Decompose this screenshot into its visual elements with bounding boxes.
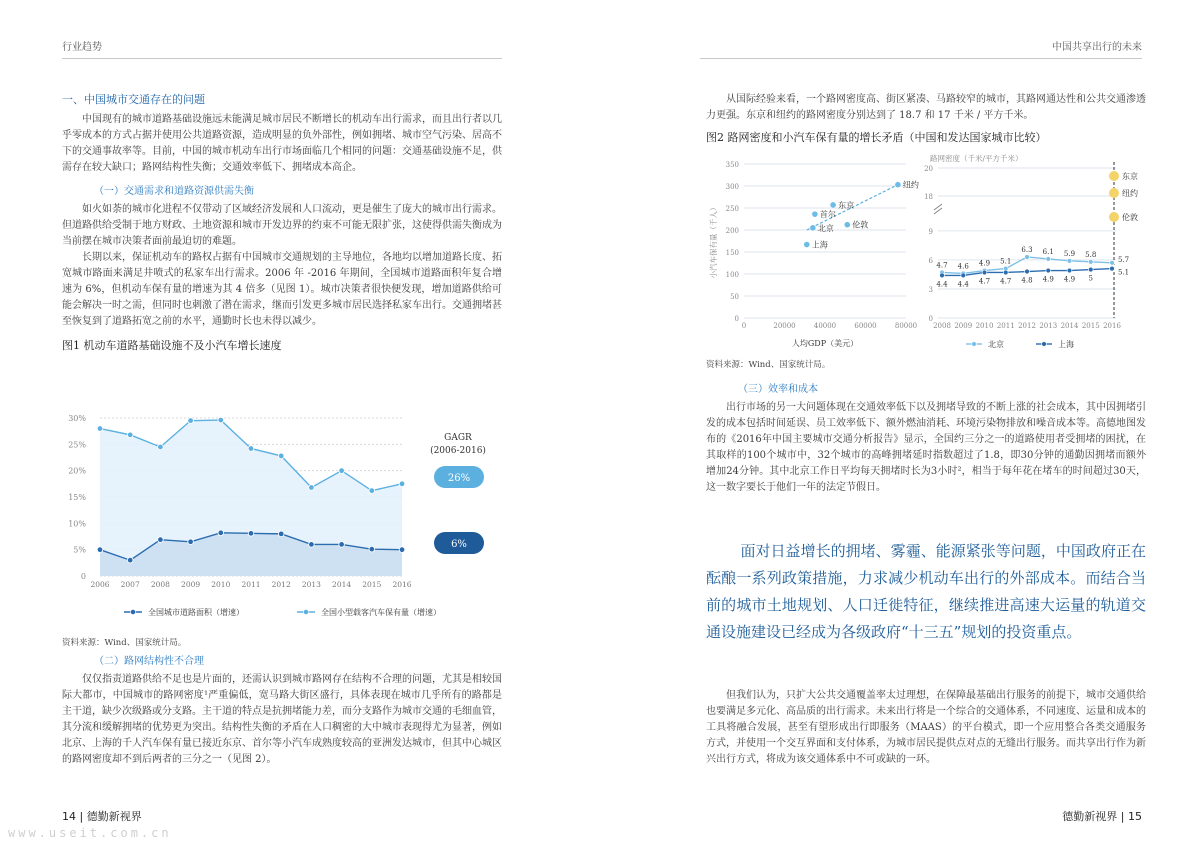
data-point: [1110, 260, 1115, 265]
legend-marker: [972, 342, 977, 347]
point-label: 东京: [838, 200, 855, 210]
benchmark-marker: [1109, 188, 1119, 198]
header-rule-left: [62, 58, 502, 59]
x-tick-label: 2012: [271, 580, 291, 589]
legend-label: 全国城市道路面积（增速）: [148, 608, 244, 617]
data-point: [399, 547, 405, 553]
data-point: [895, 182, 901, 188]
data-point: [188, 418, 194, 424]
data-point: [278, 453, 284, 459]
divider: |: [76, 810, 87, 823]
data-label: 4.9: [1063, 275, 1076, 284]
x-tick-label: 2007: [120, 580, 140, 589]
x-tick-label: 2008: [150, 580, 170, 589]
x-tick-label: 60000: [854, 322, 877, 330]
x-tick-label: 2013: [301, 580, 321, 589]
y-tick-label: 0: [928, 315, 933, 323]
x-tick-label: 2013: [1039, 322, 1058, 330]
data-point: [810, 225, 816, 231]
data-label: 6.1: [1042, 247, 1054, 256]
point-label: 北京: [817, 223, 834, 233]
data-point: [339, 542, 345, 548]
data-point: [1088, 267, 1093, 272]
data-point: [248, 531, 254, 537]
legend-label: 北京: [988, 340, 1004, 349]
right-column-mid: [706, 382, 1146, 496]
data-label: 5.1: [1000, 257, 1012, 266]
data-point: [188, 539, 194, 545]
data-point: [158, 537, 164, 543]
figure-2-title: 图2 路网密度和小汽车保有量的增长矛盾（中国和发达国家城市比较）: [706, 131, 1047, 144]
y-tick-label: 3: [928, 285, 933, 294]
x-tick-label: 2015: [1081, 322, 1100, 330]
legend-marker: [130, 609, 135, 614]
y-tick-label: 30%: [68, 414, 86, 423]
header-right: 中国共享出行的未来: [1052, 42, 1142, 53]
x-tick-label: 2009: [181, 580, 201, 589]
legend-marker: [303, 609, 308, 614]
data-point: [1025, 255, 1030, 260]
data-point: [1046, 268, 1051, 273]
paragraph: 如火如荼的城市化进程不仅带动了区域经济发展和人口流动，更是催生了庞大的城市出行需求。但道路供给受制于地方财政、土地资源和城市开发边界的约束不可能无限扩张，这使得供需失衡成为当前摆在城市决策者面前最迫切的难题。: [62, 204, 502, 247]
publication-name: 德勤新视界: [86, 810, 142, 823]
data-point: [309, 542, 315, 548]
data-point: [812, 211, 818, 217]
y-tick-label: 25%: [68, 440, 86, 450]
data-label: 5: [1088, 274, 1093, 283]
data-point: [982, 270, 987, 275]
page-number: 15: [1128, 810, 1142, 823]
benchmark-label: 伦敦: [1122, 213, 1138, 222]
data-label: 4.8: [1021, 276, 1033, 285]
y-axis-title: 路网密度（千米/平方千米）: [930, 154, 1023, 163]
gagr-title: GAGR: [444, 433, 472, 443]
footer-left: [62, 808, 142, 824]
y-tick-label: 18: [924, 193, 933, 201]
y-tick-label: 300: [725, 183, 739, 191]
right-column: [706, 92, 1146, 150]
x-tick-label: 2015: [362, 580, 382, 589]
data-point: [1088, 259, 1093, 264]
legend-label: 全国小型载客汽车保有量（增速）: [321, 608, 441, 617]
x-tick-label: 2016: [1103, 322, 1121, 330]
data-point: [1025, 269, 1030, 274]
data-point: [961, 273, 966, 278]
gagr-period: (2006-2016): [430, 446, 486, 456]
legend-label: 上海: [1058, 340, 1074, 349]
data-label: 4.9: [978, 259, 991, 268]
x-tick-label: 2014: [332, 580, 352, 589]
header-rule-right: [700, 58, 1142, 59]
x-tick-label: 2008: [933, 322, 951, 330]
data-label: 4.7: [978, 277, 991, 286]
data-label: 5.9: [1063, 249, 1076, 258]
data-label: 4.6: [957, 262, 969, 271]
figure-2-chart: [706, 148, 1146, 358]
y-tick-label: 20: [924, 165, 933, 173]
right-column-lower: [706, 688, 1146, 768]
data-point: [218, 530, 224, 536]
y-tick-label: 100: [725, 271, 739, 279]
gagr-value-car: 26%: [447, 473, 471, 484]
data-point: [1067, 268, 1072, 273]
data-point: [1003, 270, 1008, 275]
y-tick-label: 150: [725, 249, 739, 257]
pull-quote: 面对日益增长的拥堵、雾霾、能源紧张等问题，中国政府正在酝酿一系列政策措施，力求减少机动车出行的外部成本。而结合当前的城市土地规划、人口迁徙特征，继续推进高速大运量的轨道交通设施建设已经成为各级政府“十三五”规划的投资重点。: [706, 542, 1146, 641]
x-tick-label: 2006: [90, 580, 110, 589]
figure-1-chart: [62, 404, 502, 634]
x-tick-label: 2014: [1060, 322, 1079, 330]
y-tick-label: 350: [725, 161, 739, 169]
data-label: 4.9: [1042, 275, 1054, 284]
data-point: [127, 432, 133, 438]
data-point: [158, 444, 164, 450]
data-label: 4.7: [1000, 277, 1012, 286]
x-tick-label: 2016: [392, 580, 412, 589]
paragraph: 长期以来，保证机动车的路权占据有中国城市交通规划的主导地位，各地均以增加道路长度、拓宽城市路面来满足井喷式的私家车出行需求。2006 年 -2016 年期间，全国城市道路面积年复合增速为 6%，但机动车保有量的增速为其 4 倍多（见图 1）。城市决策者很快便发现，增加道路供给可能会解决一时之需，但同时也刺激了潜在需求，继而引发更多城市居民选择私家车出行。交通拥堵甚至恢复到了道路拓宽之前的水平，通勤时长也未得以减少。: [62, 252, 502, 327]
subsection-heading: （一）交通需求和道路资源供需失衡: [94, 186, 254, 197]
footer-right: [1062, 808, 1142, 824]
y-tick-label: 5%: [73, 545, 86, 555]
benchmark-label: 纽约: [1122, 189, 1138, 198]
divider: |: [1117, 810, 1128, 823]
y-tick-label: 10%: [68, 519, 86, 529]
data-point: [127, 557, 133, 563]
data-point: [369, 488, 375, 494]
y-tick-label: 9: [928, 227, 933, 236]
y-axis-title: 小汽车保有量（千人）: [709, 203, 718, 279]
y-tick-label: 20%: [68, 466, 86, 476]
figure-2-source: 资料来源：Wind、国家统计局。: [706, 360, 831, 370]
data-label: 4.4: [936, 280, 948, 289]
benchmark-label: 东京: [1122, 172, 1138, 181]
x-tick-label: 2010: [211, 580, 231, 589]
data-label: 5.1: [1118, 268, 1130, 277]
y-tick-label: 0: [734, 315, 739, 323]
data-label: 4.4: [957, 280, 969, 289]
x-tick-label: 2010: [975, 322, 994, 330]
data-point: [830, 202, 836, 208]
x-tick-label: 2012: [1018, 322, 1036, 330]
data-point: [804, 242, 810, 248]
data-label: 4.7: [936, 261, 948, 270]
figure-1-source: 资料来源：Wind、国家统计局。: [62, 638, 187, 648]
paragraph: 中国现有的城市道路基础设施远未能满足城市居民不断增长的机动车出行需求，而且出行者以几乎零成本的方式占据并使用公共道路资源，造成明显的负外部性，例如拥堵、城市空气污染、居高不下的交通事故率等。目前，中国的城市机动车出行市场面临几个相同的问题：交通基础设施不足，供需存在较大缺口；路网结构性失衡；交通效率低下、拥堵成本高企。: [62, 114, 502, 173]
point-label: 伦敦: [852, 220, 869, 230]
y-tick-label: 6: [928, 256, 933, 265]
data-point: [309, 485, 315, 491]
data-label: 6.3: [1021, 245, 1033, 254]
y-tick-label: 200: [725, 227, 739, 235]
point-label: 首尔: [819, 210, 836, 220]
left-column-lower: [62, 652, 502, 768]
x-tick-label: 2011: [996, 322, 1015, 330]
data-point: [399, 481, 405, 487]
subsection-heading: （二）路网结构性不合理: [94, 656, 204, 667]
page-number: 14: [62, 810, 76, 823]
data-point: [1046, 257, 1051, 262]
x-tick-label: 80000: [894, 322, 918, 330]
point-label: 上海: [811, 240, 828, 250]
data-point: [1110, 266, 1115, 271]
x-tick-label: 20000: [773, 322, 796, 330]
benchmark-marker: [1109, 212, 1119, 222]
data-label: 5.8: [1085, 250, 1097, 259]
data-point: [278, 531, 284, 537]
data-point: [844, 222, 850, 228]
gagr-value-road: 6%: [451, 539, 467, 550]
data-point: [369, 546, 375, 552]
left-column: [62, 92, 502, 358]
data-label: 5.7: [1118, 255, 1130, 264]
data-point: [339, 468, 345, 474]
watermark: www.useit.com.cn: [8, 826, 172, 840]
benchmark-marker: [1109, 171, 1119, 181]
y-tick-label: 15%: [68, 493, 86, 502]
x-tick-label: 2011: [241, 580, 261, 589]
subsection-heading: （三）效率和成本: [738, 384, 818, 395]
data-point: [940, 273, 945, 278]
legend-marker: [1042, 342, 1047, 347]
point-label: 纽约: [902, 180, 919, 190]
paragraph: 出行市场的另一大问题体现在交通效率低下以及拥堵导致的不断上涨的社会成本，其中因拥堵引发的成本包括时间延误、员工效率低下、额外燃油消耗、环境污染物排放和噪音成本等。高德地图发布的《2016年中国主要城市交通分析报告》显示，全国约三分之一的道路使用者受拥堵的困扰，在其取样的100个城市中，32个城市的高峰拥堵延时指数超过了1.8，即30分钟的通勤因拥堵而额外增加24分钟。其中北京工作日平均每天拥堵时长为3小时²，相当于每年花在堵车的时间超过30天，这一数字要长于他们一年的法定节假日。: [706, 402, 1146, 493]
publication-name: 德勤新视界: [1062, 810, 1118, 823]
section-heading: 一、中国城市交通存在的问题: [62, 93, 205, 106]
x-axis-title: 人均GDP（美元）: [791, 339, 859, 348]
data-point: [97, 426, 103, 432]
paragraph: 从国际经验来看，一个路网密度高、街区紧凑、马路较窄的城市，其路网通达性和公共交通渗透力更强。东京和纽约的路网密度分别达到了 18.7 和 17 千米 / 平方千米。: [706, 94, 1146, 121]
x-tick-label: 40000: [813, 322, 837, 330]
data-point: [248, 446, 254, 452]
data-point: [97, 547, 103, 553]
figure-1-title: 图1 机动车道路基础设施不及小汽车增长速度: [62, 339, 282, 352]
data-point: [218, 417, 224, 423]
y-tick-label: 50: [730, 293, 739, 301]
data-point: [1067, 258, 1072, 263]
paragraph: 仅仅指责道路供给不足也是片面的，还需认识到城市路网存在结构不合理的问题，尤其是相较国际大都市，中国城市的路网密度¹严重偏低，宽马路大街区盛行，具体表现在城市几乎所有的路都是主干道，缺少次级路或分支路。主干道的特点是抗拥堵能力差，而分支路作为城市交通的毛细血管，其分流和缓解拥堵的优势更为突出。结构性失衡的矛盾在人口稠密的大中城市表现得尤为显著，例如北京、上海的千人汽车保有量已接近东京、首尔等小汽车成熟度较高的亚洲发达城市，但其中心城区的路网密度却不到后两者的三分之一（见图 2）。: [62, 674, 502, 765]
y-tick-label: 250: [725, 205, 739, 213]
y-tick-label: 0: [80, 572, 86, 581]
x-tick-label: 0: [741, 322, 747, 330]
paragraph: 但我们认为，只扩大公共交通覆盖率太过理想，在保障最基础出行服务的前提下，城市交通供给也要满足多元化、高品质的出行需求。未来出行将是一个综合的交通体系，不同速度、运量和成本的工具将融合发展，甚至有望形成出行即服务（MAAS）的平台模式，即一个应用整合各类交通服务方式，并使用一个交互界面和支付体系，为城市居民提供点对点的无缝出行服务。而共享出行作为新兴出行方式，将成为该交通体系中不可或缺的一环。: [706, 690, 1146, 765]
x-tick-label: 2009: [954, 322, 973, 330]
header-left: 行业趋势: [62, 42, 102, 53]
